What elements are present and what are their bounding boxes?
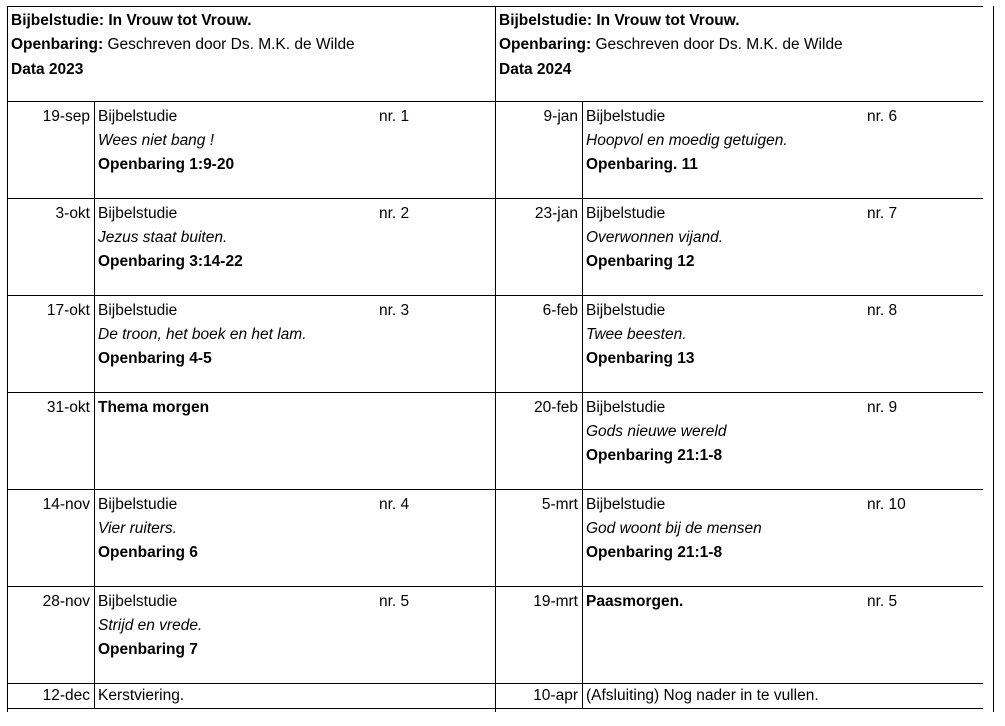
session-number: nr. 2 <box>379 205 410 222</box>
header-author-label: Openbaring: <box>11 36 104 53</box>
session-theme: Gods nieuwe wereld <box>586 423 727 440</box>
header-author-text: Geschreven door Ds. M.K. de Wilde <box>591 36 843 53</box>
session-theme: De troon, het boek en het lam. <box>98 326 307 343</box>
session-row <box>495 296 983 393</box>
session-type: Bijbelstudie <box>98 496 178 513</box>
session-type: Bijbelstudie <box>586 302 666 319</box>
session-row <box>7 393 495 490</box>
column-divider <box>582 587 583 683</box>
header-title: Bijbelstudie: In Vrouw tot Vrouw. <box>499 12 740 29</box>
column-divider <box>94 393 95 489</box>
session-date: 23-jan <box>534 205 578 222</box>
session-row <box>7 296 495 393</box>
session-type: Thema morgen <box>98 399 210 416</box>
session-type: Paasmorgen. <box>586 593 684 610</box>
session-reference: Openbaring 21:1-8 <box>586 544 723 561</box>
header-author <box>11 35 355 55</box>
session-theme: Overwonnen vijand. <box>586 229 723 246</box>
session-date: 19-sep <box>42 108 90 125</box>
session-date: 14-nov <box>42 496 90 513</box>
column-divider <box>94 684 95 708</box>
session-date: 20-feb <box>534 399 578 416</box>
column-divider <box>582 490 583 586</box>
header-2023 <box>7 6 495 102</box>
header-title: Bijbelstudie: In Vrouw tot Vrouw. <box>11 12 252 29</box>
session-theme: Hoopvol en moedig getuigen. <box>586 132 788 149</box>
session-theme: Jezus staat buiten. <box>98 229 228 246</box>
session-row <box>495 393 983 490</box>
session-date: 28-nov <box>42 593 90 610</box>
session-reference: Openbaring 4-5 <box>98 350 212 367</box>
session-theme: Twee beesten. <box>586 326 687 343</box>
session-row <box>495 587 983 684</box>
column-divider <box>582 296 583 392</box>
column-divider <box>582 199 583 295</box>
session-number: nr. 5 <box>867 593 898 610</box>
session-type: Bijbelstudie <box>98 205 178 222</box>
session-type: (Afsluiting) Nog nader in te vullen. <box>586 687 819 704</box>
session-row <box>495 490 983 587</box>
session-theme: Wees niet bang ! <box>98 132 215 149</box>
header-year: Data 2023 <box>11 61 84 78</box>
session-theme: Strijd en vrede. <box>98 617 203 634</box>
session-number: nr. 7 <box>867 205 898 222</box>
session-reference: Openbaring 3:14-22 <box>98 253 243 270</box>
column-divider <box>94 102 95 198</box>
session-theme: Vier ruiters. <box>98 520 177 537</box>
session-date: 10-apr <box>533 687 578 704</box>
session-reference: Openbaring 21:1-8 <box>586 447 723 464</box>
outer-right-border <box>993 6 994 712</box>
session-type: Bijbelstudie <box>98 108 178 125</box>
header-author <box>499 35 843 55</box>
header-year: Data 2024 <box>499 61 572 78</box>
session-number: nr. 5 <box>379 593 410 610</box>
session-reference: Openbaring 6 <box>98 544 198 561</box>
session-row <box>495 199 983 296</box>
final-row <box>7 684 495 709</box>
session-date: 5-mrt <box>541 496 578 513</box>
header-2024 <box>495 6 983 102</box>
session-date: 6-feb <box>542 302 578 319</box>
schedule-2024 <box>495 6 983 712</box>
session-type: Bijbelstudie <box>586 399 666 416</box>
session-type: Bijbelstudie <box>586 108 666 125</box>
session-reference: Openbaring 7 <box>98 641 198 658</box>
session-number: nr. 9 <box>867 399 898 416</box>
column-divider <box>94 296 95 392</box>
session-type: Bijbelstudie <box>98 302 178 319</box>
session-date: 12-dec <box>42 687 90 704</box>
column-divider <box>94 587 95 683</box>
column-divider <box>582 102 583 198</box>
schedule-sheet <box>7 6 994 712</box>
session-date: 19-mrt <box>533 593 578 610</box>
session-row <box>7 199 495 296</box>
session-number: nr. 10 <box>867 496 906 513</box>
column-divider <box>94 490 95 586</box>
session-theme: God woont bij de mensen <box>586 520 762 537</box>
session-type: Kerstviering. <box>98 687 185 704</box>
session-number: nr. 6 <box>867 108 898 125</box>
session-number: nr. 1 <box>379 108 410 125</box>
session-date: 17-okt <box>46 302 90 319</box>
session-type: Bijbelstudie <box>98 593 178 610</box>
session-date: 3-okt <box>55 205 90 222</box>
schedule-2023 <box>7 6 495 712</box>
column-divider <box>582 684 583 708</box>
column-divider <box>94 199 95 295</box>
session-row <box>7 587 495 684</box>
session-row <box>7 490 495 587</box>
column-divider <box>582 393 583 489</box>
session-date: 31-okt <box>46 399 90 416</box>
session-date: 9-jan <box>543 108 578 125</box>
session-row <box>495 102 983 199</box>
header-author-label: Openbaring: <box>499 36 592 53</box>
session-type: Bijbelstudie <box>586 205 666 222</box>
session-number: nr. 4 <box>379 496 410 513</box>
session-type: Bijbelstudie <box>586 496 666 513</box>
session-reference: Openbaring 1:9-20 <box>98 156 235 173</box>
header-author-text: Geschreven door Ds. M.K. de Wilde <box>103 36 355 53</box>
session-reference: Openbaring. 11 <box>586 156 698 173</box>
session-reference: Openbaring 13 <box>586 350 695 367</box>
session-number: nr. 8 <box>867 302 898 319</box>
session-reference: Openbaring 12 <box>586 253 695 270</box>
session-row <box>7 102 495 199</box>
session-number: nr. 3 <box>379 302 410 319</box>
final-row <box>495 684 983 709</box>
